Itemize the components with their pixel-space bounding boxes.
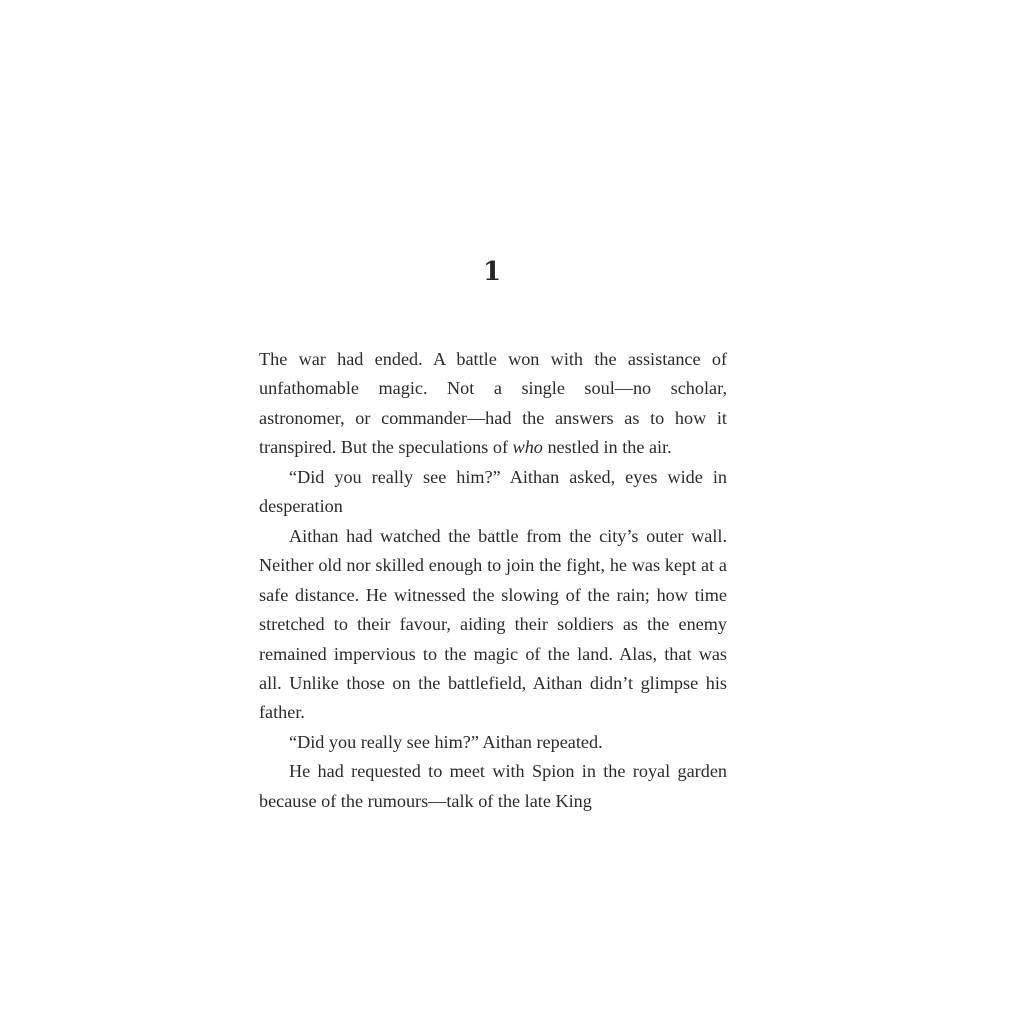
paragraph: He had requested to meet with Spion in the royal garden because of the rumours—talk of the late King <box>259 761 727 811</box>
emphasized-word: who <box>512 437 543 458</box>
chapter-number: 1 <box>482 257 502 287</box>
paragraph: “Did you really see him?” Aithan repeated. <box>289 731 603 752</box>
paragraph: Aithan had watched the battle from the city’s outer wall. Neither old nor skilled enough to join the fight, he was kept at a safe distance. He witnessed the slowing of the rain; how time stretched to their favour, aiding their soldiers as the enemy remained impervious to the magic of the land. Alas, that was all. Unlike those on the battlefield, Aithan didn’t glimpse his father. <box>259 525 727 723</box>
paragraph-text: nestled in the air. <box>542 437 672 458</box>
paragraph: “Did you really see him?” Aithan asked, eyes wide in desperation <box>259 466 727 517</box>
paragraph-text: The war had ended. A battle won with the assistance of unfathomable magic. Not a single soul—no scholar, astronomer, or commander—had the answers as to how it transpired. But the speculations of <box>259 349 727 458</box>
paragraph <box>259 345 727 463</box>
chapter-body <box>259 345 727 816</box>
